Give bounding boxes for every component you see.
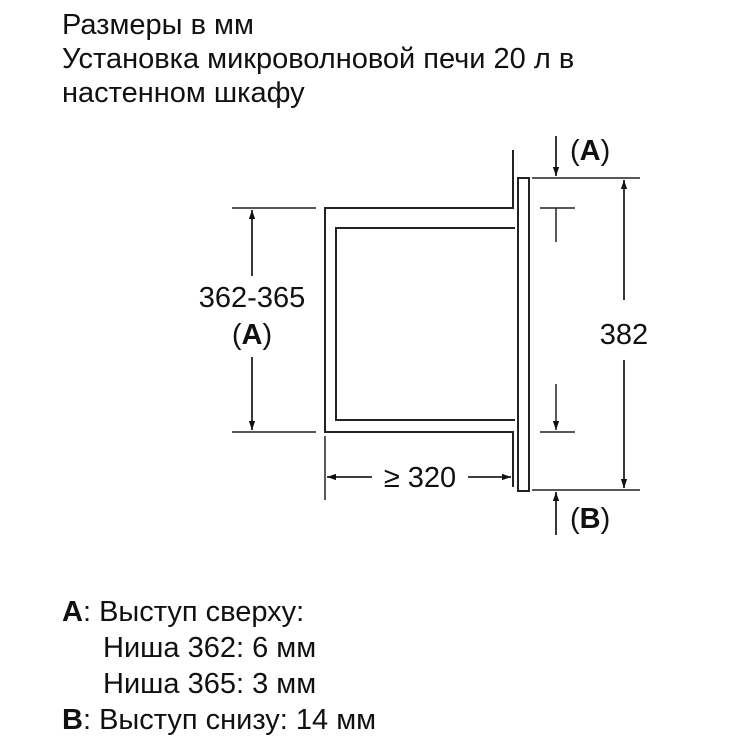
microwave-front-panel [518,178,529,491]
niche-height-label: (A) [231,319,273,351]
legend-niche-365: Ниша 365: 3 мм [103,668,317,700]
legend-b-text: : Выступ снизу: 14 мм [82,704,377,736]
bottom-protrusion-label: (B) [570,503,611,535]
top-protrusion-label: (A) [570,135,611,167]
cabinet-outline [325,150,513,487]
depth-value: ≥ 320 [383,462,457,494]
niche-height-value: 362-365 [198,282,306,314]
legend-a [62,594,376,630]
total-height-value: 382 [599,319,649,351]
legend [62,594,376,738]
legend-a-text: : Выступ сверху: [82,596,305,628]
legend-a-letter: A [62,596,83,628]
legend-niche-362: Ниша 362: 6 мм [103,632,317,664]
title-line-3: настенном шкафу [62,77,305,109]
title-units: Размеры в мм [62,9,254,41]
title-line-2: Установка микроволновой печи 20 л в [62,43,575,75]
microwave-body [336,228,515,420]
legend-b-letter: B [62,704,83,736]
legend-b [62,702,376,738]
